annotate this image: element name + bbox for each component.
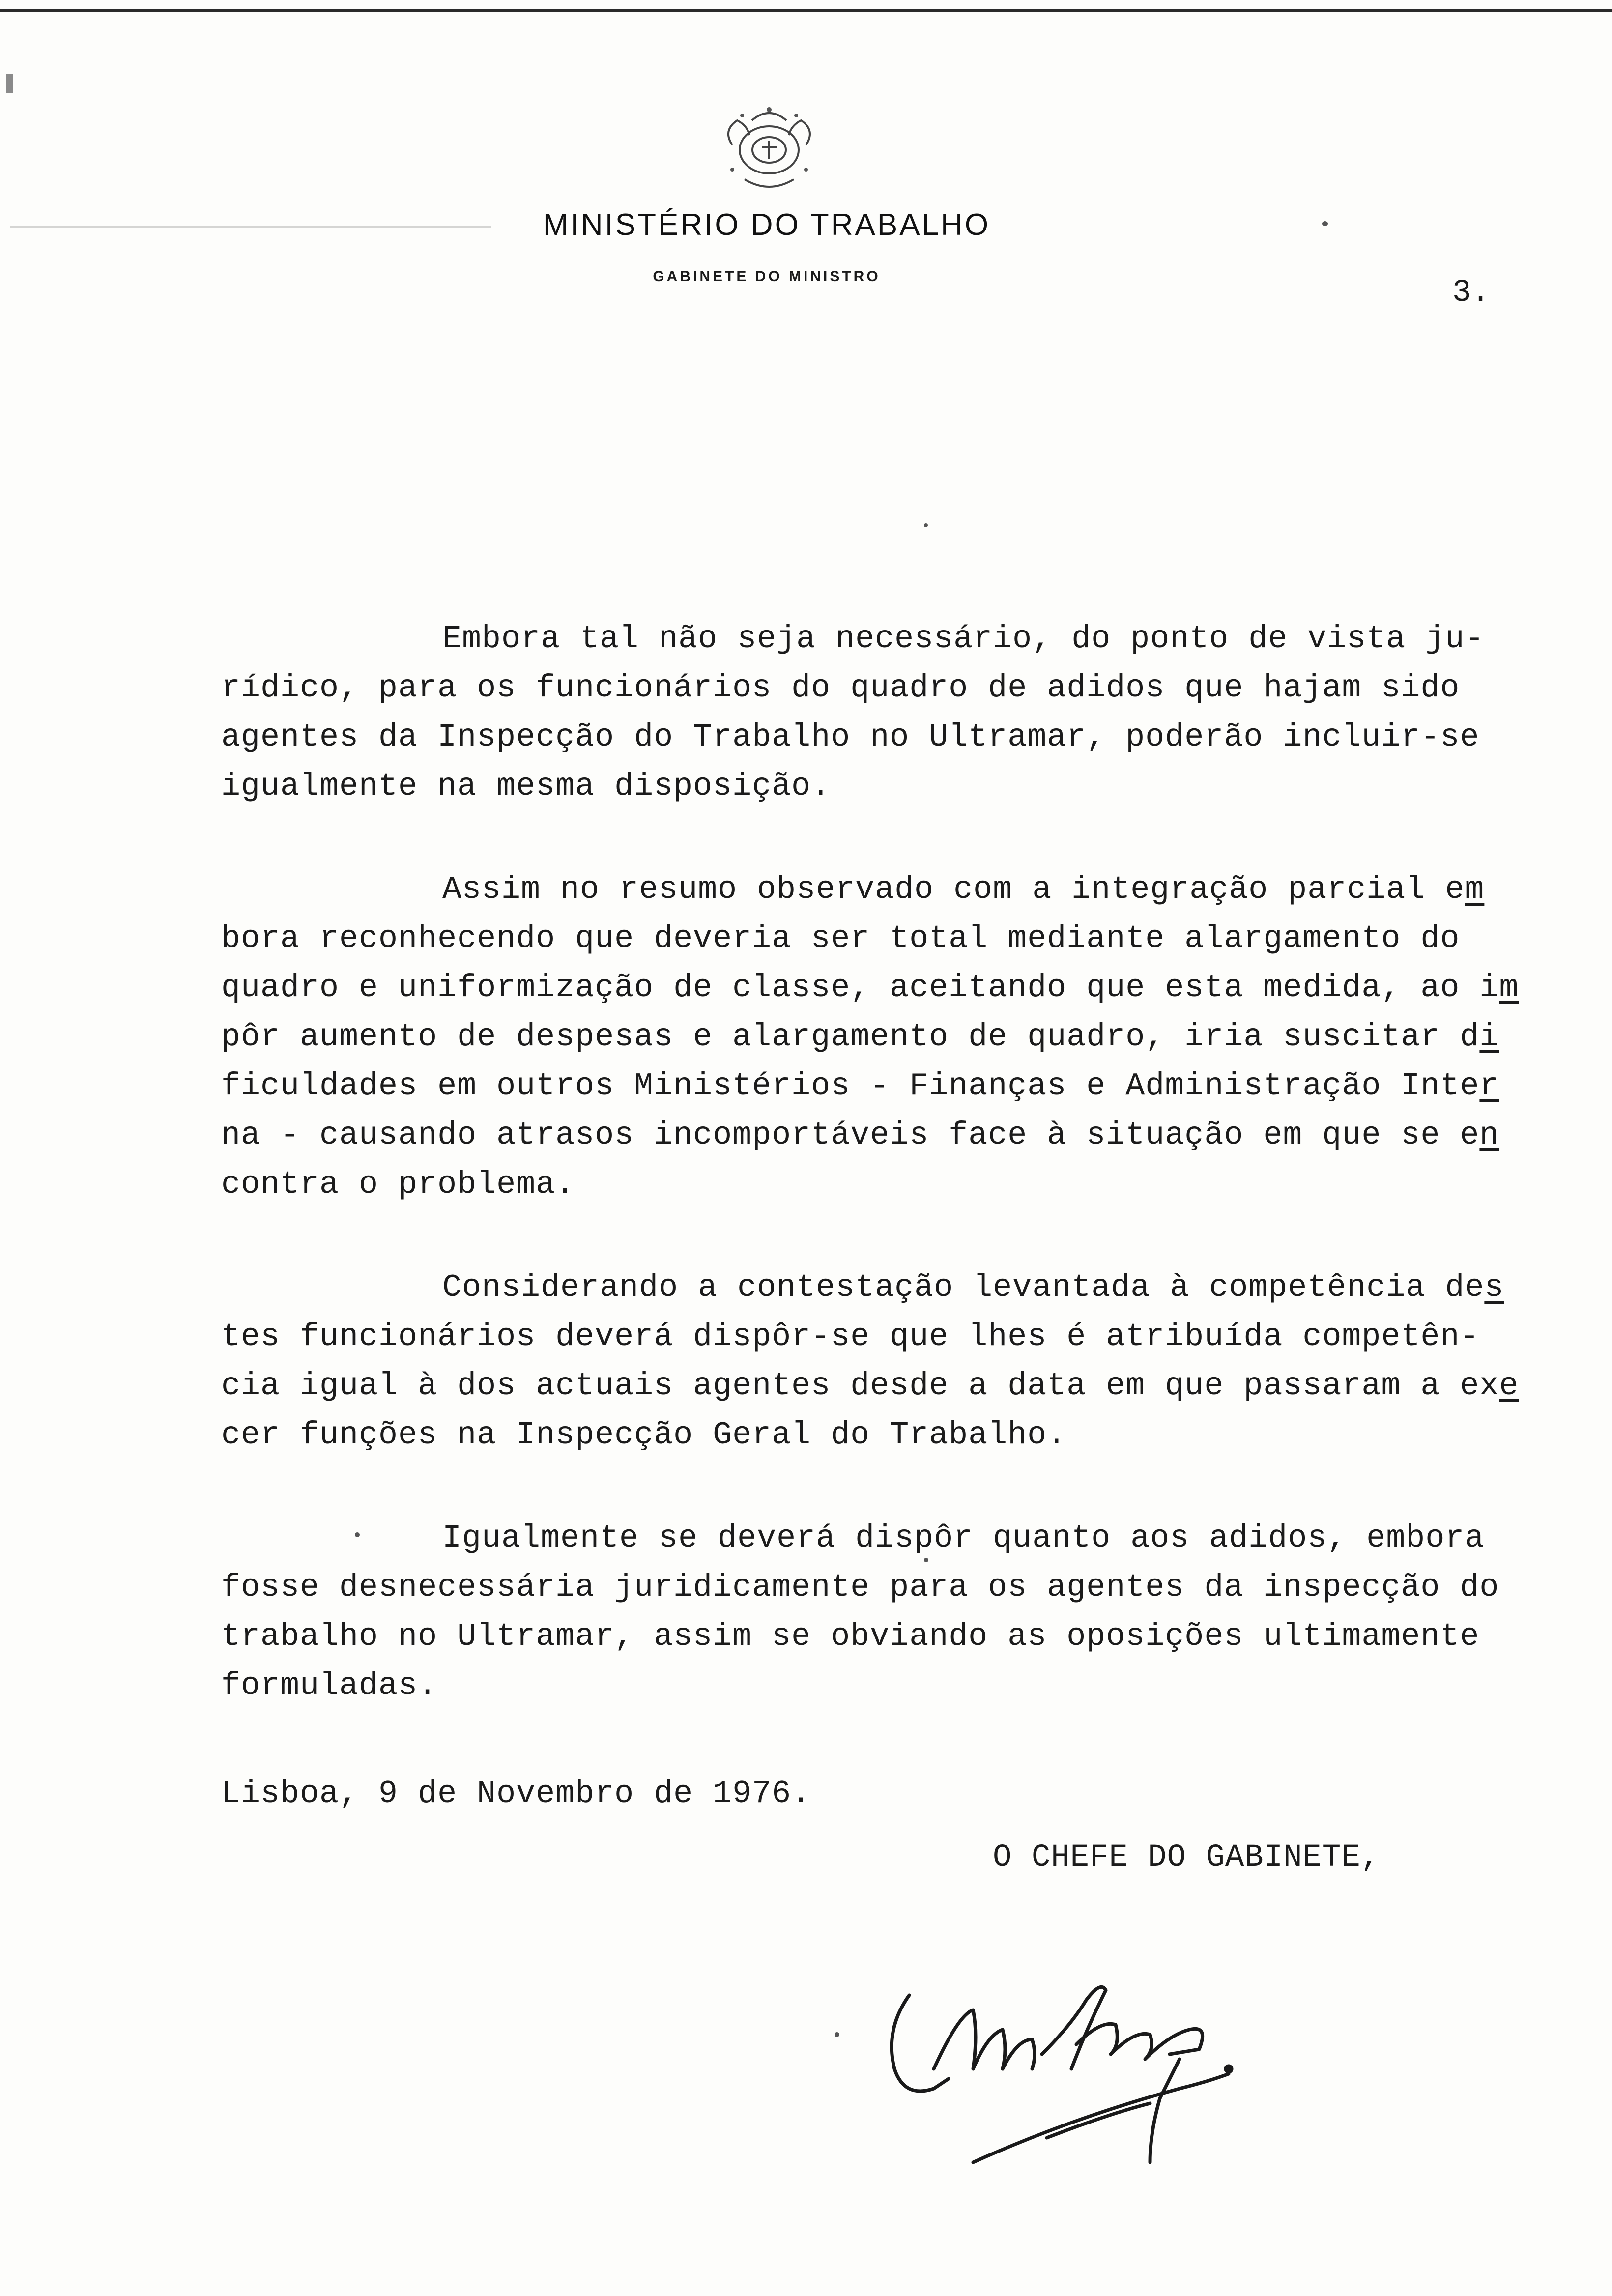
paragraph-1-line: igualmente na mesma disposição. — [221, 768, 831, 804]
line-text: na - causando atrasos incomportáveis face à situação em que se e — [221, 1117, 1480, 1153]
scan-speck — [924, 523, 928, 527]
underlined-text: m — [1499, 970, 1519, 1006]
line-text: quadro e uniformização de classe, aceitando que esta medida, ao i — [221, 970, 1499, 1006]
paragraph-4-line: fosse desnecessária juridicamente para os agentes da inspecção do — [221, 1569, 1499, 1606]
paragraph-2-line — [221, 963, 1548, 1012]
line-text: pôr aumento de despesas e alargamento de quadro, iria suscitar d — [221, 1019, 1480, 1055]
paragraph-3-line: cer funções na Inspecção Geral do Trabalho. — [221, 1417, 1067, 1453]
paragraph-1-line: agentes da Inspecção do Trabalho no Ultramar, poderão incluir-se — [221, 719, 1480, 755]
paragraph-3-line — [221, 1361, 1548, 1410]
signer-title: O CHEFE DO GABINETE, — [993, 1840, 1381, 1875]
scan-artifact — [10, 226, 491, 228]
paragraph-2-line: contra o problema. — [221, 1166, 576, 1203]
line-text: ficuldades em outros Ministérios - Finanças e Administração Inte — [221, 1068, 1480, 1104]
underlined-text: e — [1499, 1368, 1519, 1404]
coat-of-arms-icon — [703, 101, 835, 199]
top-border-line — [0, 9, 1612, 12]
paragraph-2-line: bora reconhecendo que deveria ser total mediante alargamento do — [221, 920, 1460, 957]
underlined-text: s — [1484, 1269, 1504, 1306]
line-text: Assim no resumo observado com a integração parcial e — [442, 871, 1465, 908]
paragraph-2-line — [221, 1062, 1548, 1111]
ministry-title: MINISTÉRIO DO TRABALHO — [543, 208, 991, 242]
paragraph-2-line — [442, 865, 1548, 914]
paragraph-2-line — [221, 1111, 1548, 1160]
paragraph-3-line: tes funcionários deverá dispôr-se que lhes é atribuída competên- — [221, 1319, 1480, 1355]
scan-artifact — [6, 74, 13, 93]
paragraph-4-line: trabalho no Ultramar, assim se obviando as oposições ultimamente — [221, 1618, 1480, 1655]
underlined-text: r — [1479, 1068, 1499, 1104]
paragraph-1-line: rídico, para os funcionários do quadro de adidos que hajam sido — [221, 670, 1460, 706]
underlined-text: n — [1479, 1117, 1499, 1153]
scan-speck — [355, 1532, 360, 1537]
handwritten-signature — [875, 1956, 1415, 2211]
underlined-text: m — [1465, 871, 1485, 908]
scan-speck — [1322, 221, 1328, 226]
scan-speck — [835, 2032, 839, 2037]
line-text: cia igual à dos actuais agentes desde a data em que passaram a ex — [221, 1368, 1499, 1404]
paragraph-4-line: formuladas. — [221, 1667, 438, 1704]
paragraph-4-line: Igualmente se deverá dispôr quanto aos adidos, embora — [442, 1520, 1485, 1556]
underlined-text: i — [1479, 1019, 1499, 1055]
line-text: Considerando a contestação levantada à competência de — [442, 1269, 1485, 1306]
cabinet-subtitle: GABINETE DO MINISTRO — [653, 268, 881, 285]
page-number: 3. — [1452, 275, 1490, 311]
paragraph-1-line: Embora tal não seja necessário, do ponto de vista ju- — [442, 621, 1485, 657]
paragraph-2-line — [221, 1012, 1548, 1062]
date-line: Lisboa, 9 de Novembro de 1976. — [221, 1776, 811, 1812]
paragraph-3-line — [442, 1263, 1548, 1312]
